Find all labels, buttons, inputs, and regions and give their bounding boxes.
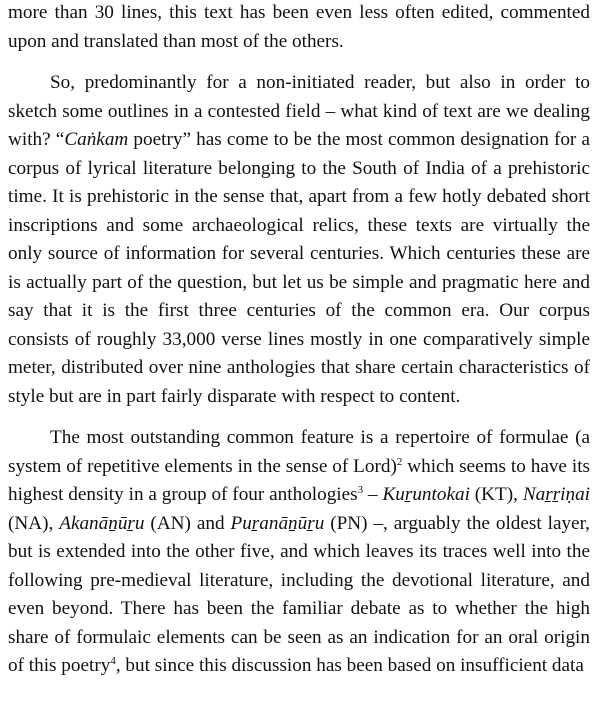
paragraph-text: , but since this discussion has been based on insufficient data xyxy=(115,655,584,676)
anthology-title-part: iṇai xyxy=(560,484,591,505)
paragraph-text: poetry” has come to be the most common designation for a corpus of lyrical literature belonging to the South of India of a prehistoric time. It is prehistoric in the sense that, apart from a few hotly debated short inscriptions and some archaeological relics, these texts are virtually the only source of information for several centuries. Which centuries these are is actually part of the question, but let us be simple and pragmatic here and say that it is the first three centuries of the common era. Our corpus consists of roughly 33,000 verse lines mostly in one comparatively simple meter, distributed over nine anthologies that share certain characteristics of style but are in part fairly disparate with respect to content. xyxy=(8,129,590,407)
paragraph-text: (PN) –, arguably the oldest layer, but is extended into the other five, and which leaves its traces well into the following pre-medieval literature, including the devotional literature, and even beyond. There has been the familiar debate as to whether the high share of formulaic elements can be seen as an indication for an oral origin of this poetry xyxy=(8,512,590,676)
paragraph-cankam-poetry xyxy=(8,69,590,411)
paragraph-continuation xyxy=(8,0,590,56)
paragraph-text: (KT), xyxy=(469,484,523,505)
anthology-title-kuruntokai: Kuṟuntokai xyxy=(382,484,470,505)
anthology-title-purananuru: Puṟanāṉūṟu xyxy=(230,512,325,534)
italic-term-cankam: Caṅkam xyxy=(64,129,129,150)
paragraph-text: (NA), xyxy=(8,512,60,534)
paragraph-text: The most outstanding common feature is a repertoire of formulae (a system of repetitive elements in the sense of Lord) xyxy=(8,427,590,477)
footnote-marker-4[interactable]: 4 xyxy=(110,655,116,667)
paragraph-text: (AN) and xyxy=(144,512,231,534)
paragraph-text: more than 30 lines, this text has been even less often edited, commented upon and translated than most of the others. xyxy=(8,2,590,52)
paragraph-text: which seems to have its highest density in a group of four anthologies xyxy=(8,455,590,505)
anthology-title-part: ṟ xyxy=(552,484,561,505)
anthology-title-part: Naṟ xyxy=(522,484,553,505)
footnote-marker-2[interactable]: 2 xyxy=(396,455,403,468)
footnote-marker-3[interactable]: 3 xyxy=(357,484,364,496)
anthology-title-akananuru: Akanāṉūṟu xyxy=(59,512,145,534)
paragraph-text: So, predominantly for a non-initiated reader, but also in order to sketch some outlines in a contested field – what kind of text are we dealing with? “ xyxy=(8,72,590,150)
paragraph-formulae xyxy=(8,424,590,681)
anthology-title-narrinai xyxy=(523,484,590,505)
paragraph-text: – xyxy=(363,484,383,505)
